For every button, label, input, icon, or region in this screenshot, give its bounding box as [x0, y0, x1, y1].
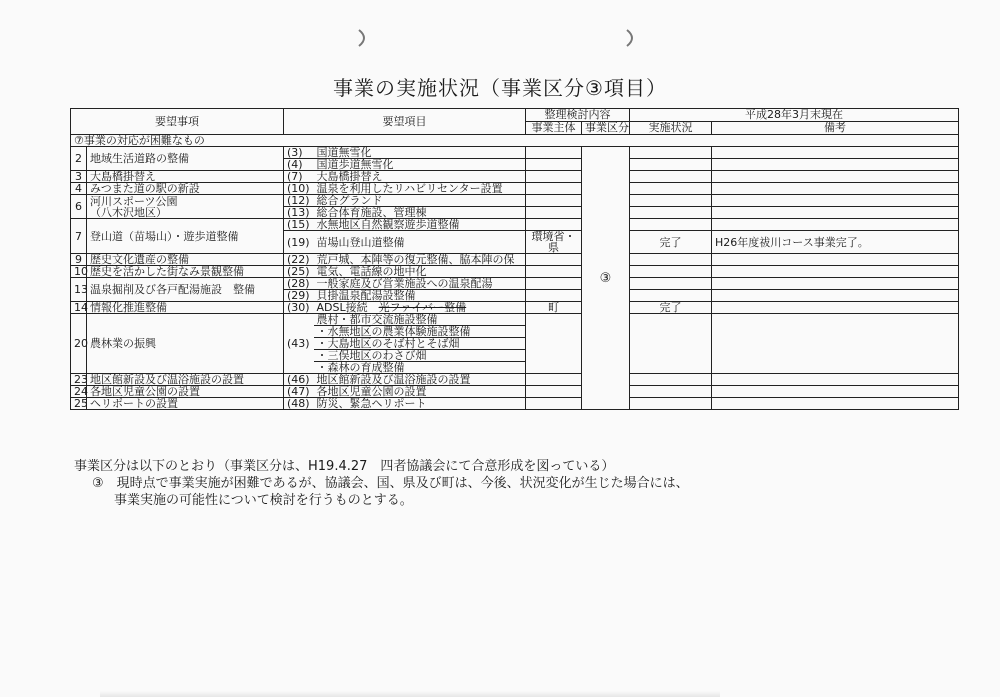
item-name: 苗場山登山道整備: [314, 231, 526, 254]
business-entity: [526, 314, 582, 374]
request-matter-line: 各地区児童公園の設置: [90, 385, 200, 398]
punch-hole-mark-left: [356, 28, 370, 48]
item-name: ・水無地区の農業体験施設整備: [314, 326, 526, 338]
request-matter-line: （八木沢地区）: [90, 205, 167, 219]
remarks: [712, 147, 959, 159]
request-number: 7: [71, 219, 87, 254]
remarks: [712, 195, 959, 207]
item-number: (7): [284, 171, 314, 183]
remarks: [712, 207, 959, 219]
request-number: 9: [71, 254, 87, 266]
implementation-status: [630, 147, 712, 159]
item-number: (12): [284, 195, 314, 207]
request-matter-line: 温泉掘削及び各戸配湯施設 整備: [90, 283, 255, 296]
item-name: ・大島地区のそば村とそば畑: [314, 338, 526, 350]
implementation-status: [630, 195, 712, 207]
business-category: ③: [582, 147, 630, 410]
header-business-category: 事業区分: [582, 122, 630, 135]
item-name-text: ADSL接続: [316, 301, 368, 314]
request-number: 25: [71, 398, 87, 410]
table-row: [71, 314, 959, 326]
business-entity: [526, 374, 582, 386]
item-name: 貝掛温泉配湯設整備: [314, 290, 526, 302]
table-row: [71, 302, 959, 314]
request-matter: [87, 278, 284, 302]
item-name: 温泉を利用したリハビリセンター設置: [314, 183, 526, 195]
request-matter-line: 歴史文化遺産の整備: [90, 253, 189, 266]
business-entity: [526, 147, 582, 159]
item-name: 防災、緊急ヘリポート: [314, 398, 526, 410]
table-row: [71, 386, 959, 398]
implementation-status-table: [70, 108, 959, 410]
item-number: (29): [284, 290, 314, 302]
request-number: 6: [71, 195, 87, 219]
item-name: 大島橋掛替え: [314, 171, 526, 183]
item-number: (47): [284, 386, 314, 398]
item-name: 水無地区自然観察遊歩道整備: [314, 219, 526, 231]
remarks: H26年度祓川コース事業完了。: [712, 231, 959, 254]
request-matter: [87, 195, 284, 219]
item-name: 各地区児童公園の設置: [314, 386, 526, 398]
scan-edge-shadow: [100, 691, 720, 697]
table-row: [71, 254, 959, 266]
header-remarks: 備考: [712, 122, 959, 135]
item-number: (13): [284, 207, 314, 219]
request-matter: [87, 302, 284, 314]
header-review-contents: 整理検討内容: [526, 109, 630, 122]
request-matter-line: 農林業の振興: [90, 337, 156, 350]
remarks: [712, 171, 959, 183]
request-matter-line: 地区館新設及び温浴施設の設置: [90, 373, 244, 386]
item-number: (22): [284, 254, 314, 266]
request-matter-line: 登山道（苗場山）・遊歩道整備: [90, 229, 239, 243]
item-number: (4): [284, 159, 314, 171]
request-matter: [87, 183, 284, 195]
table-row: [71, 183, 959, 195]
item-number: (48): [284, 398, 314, 410]
request-matter: [87, 398, 284, 410]
business-entity: [526, 278, 582, 290]
implementation-status: [630, 266, 712, 278]
request-number: 4: [71, 183, 87, 195]
item-number: (25): [284, 266, 314, 278]
item-number: (30): [284, 302, 314, 314]
business-entity: [526, 266, 582, 278]
implementation-status: [630, 314, 712, 374]
implementation-status: [630, 398, 712, 410]
item-number: (3): [284, 147, 314, 159]
request-matter: [87, 219, 284, 254]
item-number: (15): [284, 219, 314, 231]
punch-hole-mark-right: [624, 28, 638, 48]
request-number: 20: [71, 314, 87, 374]
table-row: [71, 147, 959, 159]
table-body: [71, 135, 959, 410]
note-category-3-detail: ③ 現時点で事業実施が困難であるが、協議会、国、県及び町は、今後、状況変化が生じた場合には、: [92, 476, 689, 491]
request-matter-line: ヘリポートの設置: [90, 397, 178, 410]
implementation-status: [630, 374, 712, 386]
request-number: 3: [71, 171, 87, 183]
item-name-struck: 光ファイバー整備: [378, 301, 467, 314]
implementation-status: 完了: [630, 302, 712, 314]
implementation-status: [630, 183, 712, 195]
implementation-status: 完了: [630, 231, 712, 254]
item-name: ・森林の育成整備: [314, 362, 526, 374]
item-name: 総合グランド: [314, 195, 526, 207]
header-request-item: 要望項目: [284, 109, 526, 135]
business-entity: [526, 219, 582, 231]
request-matter-line: 情報化推進整備: [90, 301, 167, 314]
implementation-status: [630, 207, 712, 219]
implementation-status: [630, 254, 712, 266]
business-entity: [526, 195, 582, 207]
business-entity: [526, 290, 582, 302]
table-header-row-1: [71, 109, 959, 122]
remarks: [712, 254, 959, 266]
item-number: (28): [284, 278, 314, 290]
header-implementation-status: 実施状況: [630, 122, 712, 135]
item-name: 国道歩道無雪化: [314, 159, 526, 171]
request-number: 23: [71, 374, 87, 386]
item-name: [314, 302, 526, 314]
table-row: [71, 195, 959, 207]
remarks: [712, 314, 959, 374]
request-matter-line: 河川スポーツ公園: [90, 194, 178, 208]
implementation-status: [630, 159, 712, 171]
section-label: ⑦事業の対応が困難なもの: [71, 135, 959, 147]
request-number: 14: [71, 302, 87, 314]
remarks: [712, 159, 959, 171]
implementation-status: [630, 386, 712, 398]
item-number: (10): [284, 183, 314, 195]
item-number: (46): [284, 374, 314, 386]
header-request-matter: 要望事項: [71, 109, 284, 135]
item-name: 電気、電話線の地中化: [314, 266, 526, 278]
request-matter-line: みつまた道の駅の新設: [90, 182, 200, 195]
business-entity: [526, 171, 582, 183]
business-entity: [526, 159, 582, 171]
remarks: [712, 219, 959, 231]
request-matter: [87, 314, 284, 374]
business-entity: [526, 398, 582, 410]
notes: [74, 458, 689, 509]
request-number: 2: [71, 147, 87, 171]
request-number: 10: [71, 266, 87, 278]
request-matter: [87, 254, 284, 266]
table-row: [71, 266, 959, 278]
business-entity: 環境省・県: [526, 231, 582, 254]
item-name: 一般家庭及び営業施設への温泉配湯: [314, 278, 526, 290]
request-number: 13: [71, 278, 87, 302]
implementation-status: [630, 219, 712, 231]
section-row: [71, 135, 959, 147]
request-matter: [87, 374, 284, 386]
request-matter: [87, 386, 284, 398]
note-category-definition: 事業区分は以下のとおり（事業区分は、H19.4.27 四者協議会にて合意形成を図っている）: [74, 459, 615, 474]
business-entity: 町: [526, 302, 582, 314]
implementation-status: [630, 171, 712, 183]
business-entity: [526, 207, 582, 219]
table-row: [71, 278, 959, 290]
table-row: [71, 374, 959, 386]
request-matter: [87, 171, 284, 183]
implementation-status: [630, 290, 712, 302]
table-row: [71, 398, 959, 410]
business-entity: [526, 254, 582, 266]
business-entity: [526, 183, 582, 195]
remarks: [712, 398, 959, 410]
remarks: [712, 278, 959, 290]
note-category-3-detail-cont: 事業実施の可能性について検討を行うものとする。: [114, 493, 413, 508]
item-number: (19): [284, 231, 314, 254]
remarks: [712, 290, 959, 302]
implementation-status: [630, 278, 712, 290]
business-entity: [526, 386, 582, 398]
request-number: 24: [71, 386, 87, 398]
remarks: [712, 374, 959, 386]
table-row: [71, 219, 959, 231]
request-matter: [87, 266, 284, 278]
header-business-entity: 事業主体: [526, 122, 582, 135]
table-row: [71, 171, 959, 183]
remarks: [712, 183, 959, 195]
page-title: 事業の実施状況（事業区分③項目）: [333, 76, 667, 100]
request-matter-line: 歴史を活かした街なみ景観整備: [90, 265, 244, 278]
header-as-of-date: 平成28年3月末現在: [630, 109, 959, 122]
request-matter-line: 地域生活道路の整備: [90, 152, 189, 165]
item-name: 国道無雪化: [314, 147, 526, 159]
item-name: ・三俣地区のわさび畑: [314, 350, 526, 362]
item-name: 総合体育施設、管理棟: [314, 207, 526, 219]
remarks: [712, 386, 959, 398]
item-number: (43): [284, 314, 314, 374]
item-name: 地区館新設及び温浴施設の設置: [314, 374, 526, 386]
request-matter-line: 大島橋掛替え: [90, 170, 156, 183]
item-name: 荒戸城、本陣等の復元整備、脇本陣の保: [314, 254, 526, 266]
item-name: 農村・都市交流施設整備: [314, 314, 526, 326]
remarks: [712, 302, 959, 314]
request-matter: [87, 147, 284, 171]
remarks: [712, 266, 959, 278]
